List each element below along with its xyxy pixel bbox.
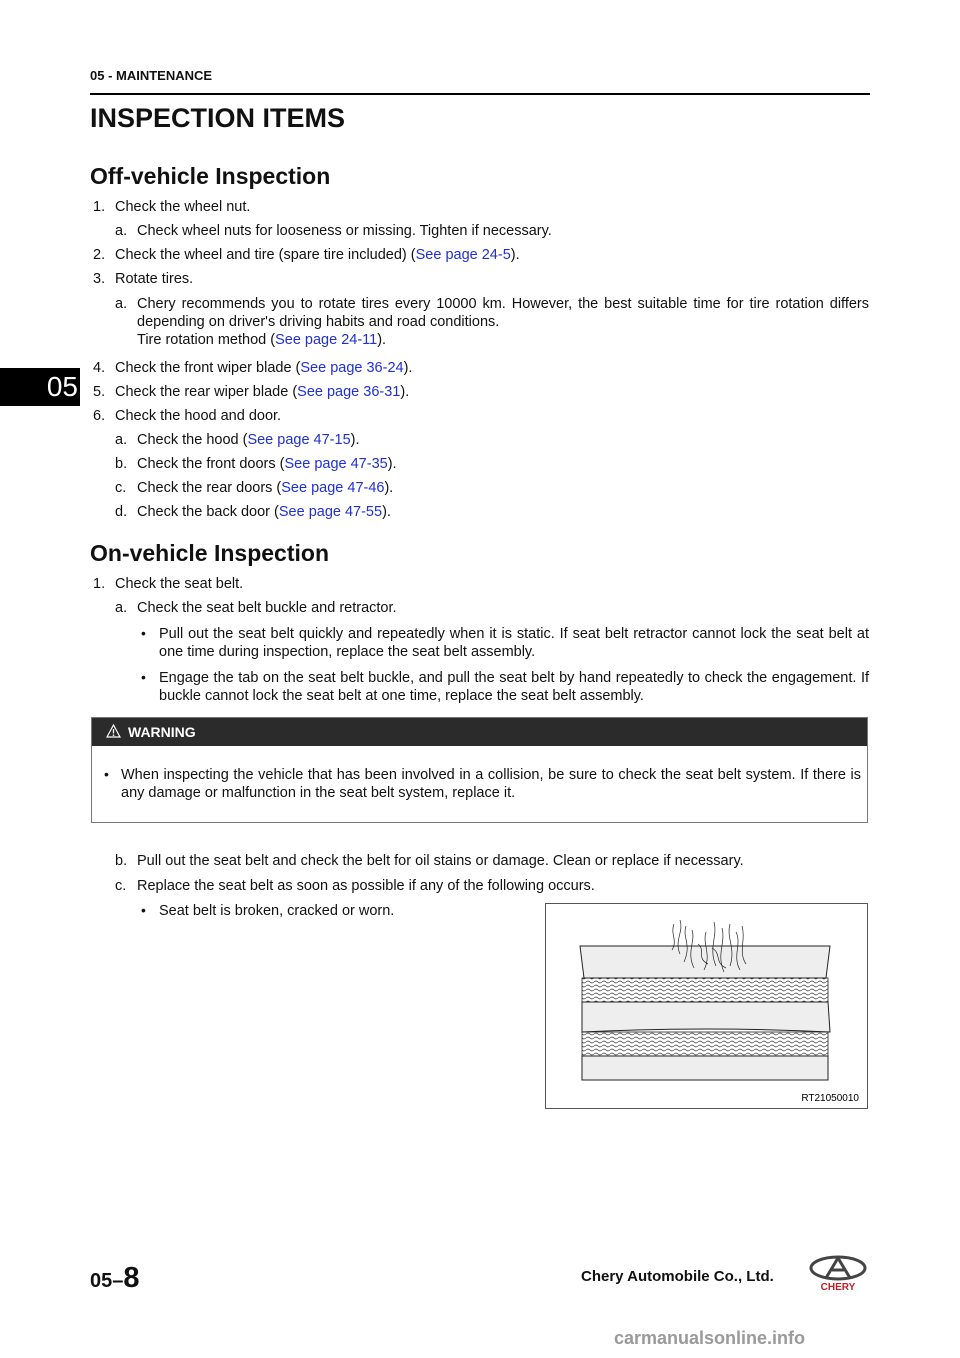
subitem-text <box>137 431 360 449</box>
item-text: Rotate tires. <box>115 271 194 287</box>
subitem-text: Check the seat belt buckle and retractor. <box>137 600 397 616</box>
page-link[interactable]: See page 47-35 <box>284 456 388 472</box>
chery-logo-icon <box>806 1254 870 1294</box>
subitem-letter: a. <box>115 296 128 312</box>
subitem-text: Chery recommends you to rotate tires every 10000 km. However, the best suitable time for tire rotation differs depending on driver's driving habits and road conditions. <box>137 296 869 330</box>
page-link[interactable]: See page 47-46 <box>281 480 385 496</box>
subitem-letter: a. <box>115 432 128 448</box>
subitem-text <box>137 479 393 497</box>
logo-text: CHERY <box>820 1282 856 1293</box>
bullet-text: Pull out the seat belt quickly and repeatedly when it is static. If seat belt retractor cannot lock the seat belt at one time during inspection, replace the seat belt assembly. <box>159 626 869 660</box>
warning-box <box>91 717 868 823</box>
bullet-icon: • <box>141 902 146 918</box>
subitem-letter: c. <box>115 878 127 894</box>
warning-title: WARNING <box>128 724 196 740</box>
page-title: INSPECTION ITEMS <box>90 103 346 133</box>
item-number: 1. <box>93 199 106 215</box>
subitem-text: Check wheel nuts for looseness or missing. Tighten if necessary. <box>137 223 552 239</box>
bullet-icon: • <box>104 766 109 782</box>
subitem-text: Pull out the seat belt and check the belt for oil stains or damage. Clean or replace if necessary. <box>137 853 744 869</box>
subitem-letter: b. <box>115 853 128 869</box>
page-link[interactable]: See page 47-55 <box>278 504 383 520</box>
subitem-letter: a. <box>115 600 128 616</box>
figure-code: RT21050010 <box>801 1093 859 1104</box>
subitem-letter: a. <box>115 223 128 239</box>
page-prefix: 05– <box>90 1270 124 1292</box>
subitem-text <box>137 455 397 473</box>
text-fragment: ). <box>510 247 520 263</box>
item-number: 2. <box>93 247 106 263</box>
page-link[interactable]: See page 36-24 <box>300 360 404 376</box>
subitem-text <box>137 503 391 521</box>
text-fragment: Check the back door ( <box>137 504 279 520</box>
warning-header <box>92 718 867 746</box>
subitem-letter: d. <box>115 504 128 520</box>
warning-triangle-icon <box>106 724 121 738</box>
chapter-tab-label: 05 <box>46 371 78 402</box>
item-text: Check the wheel nut. <box>115 199 251 215</box>
text-fragment: Check the hood ( <box>137 432 248 448</box>
company-name: Chery Automobile Co., Ltd. <box>581 1268 774 1285</box>
item-number: 1. <box>93 576 106 592</box>
seat-belt-figure <box>545 903 868 1109</box>
item-number: 4. <box>93 360 106 376</box>
page-link[interactable]: See page 24-11 <box>275 332 378 348</box>
text-fragment: Tire rotation method ( <box>137 332 276 348</box>
item-text <box>115 383 409 401</box>
text-fragment: ). <box>400 384 410 400</box>
watermark: carmanualsonline.info <box>614 1328 806 1348</box>
page-number-value: 8 <box>123 1262 140 1294</box>
damaged-seat-belt-illustration <box>546 904 867 1108</box>
bullet-icon: • <box>141 625 146 641</box>
page-link[interactable]: See page 24-5 <box>415 247 511 263</box>
subitem-text <box>137 331 386 349</box>
chapter-tab <box>0 368 80 406</box>
text-fragment: ). <box>382 504 391 520</box>
bullet-icon: • <box>141 669 146 685</box>
item-text: Check the hood and door. <box>115 408 282 424</box>
text-fragment: ). <box>403 360 413 376</box>
bullet-text: Engage the tab on the seat belt buckle, and pull the seat belt by hand repeatedly to check the engagement. If buckle cannot lock the seat belt at one time, replace the seat belt assembly. <box>159 670 869 704</box>
item-number: 5. <box>93 384 106 400</box>
item-text <box>115 246 520 264</box>
text-fragment: ). <box>387 456 397 472</box>
text-fragment: Check the rear wiper blade ( <box>115 384 298 400</box>
text-fragment: ). <box>377 332 387 348</box>
item-text: Check the seat belt. <box>115 576 244 592</box>
item-text <box>115 359 412 377</box>
text-fragment: ). <box>384 480 394 496</box>
chery-logo <box>806 1254 870 1299</box>
text-fragment: Check the front doors ( <box>137 456 285 472</box>
page-link[interactable]: See page 36-31 <box>297 384 401 400</box>
header-rule <box>90 93 870 95</box>
bullet-text: Seat belt is broken, cracked or worn. <box>159 903 395 919</box>
off-vehicle-heading: Off-vehicle Inspection <box>90 163 331 189</box>
subitem-letter: b. <box>115 456 128 472</box>
text-fragment: Check the wheel and tire (spare tire included) ( <box>115 247 416 263</box>
page-link[interactable]: See page 47-15 <box>247 432 351 448</box>
subitem-letter: c. <box>115 480 127 496</box>
on-vehicle-heading: On-vehicle Inspection <box>90 540 329 566</box>
text-fragment: ). <box>350 432 360 448</box>
subitem-text: Replace the seat belt as soon as possible if any of the following occurs. <box>137 878 595 894</box>
text-fragment: Check the front wiper blade ( <box>115 360 301 376</box>
item-number: 6. <box>93 408 106 424</box>
item-number: 3. <box>93 271 106 287</box>
text-fragment: Check the rear doors ( <box>137 480 282 496</box>
section-label: 05 - MAINTENANCE <box>90 68 213 83</box>
warning-text: When inspecting the vehicle that has been involved in a collision, be sure to check the seat belt system. If there is any damage or malfunction in the seat belt system, replace it. <box>121 767 861 801</box>
page-number <box>90 1262 140 1295</box>
